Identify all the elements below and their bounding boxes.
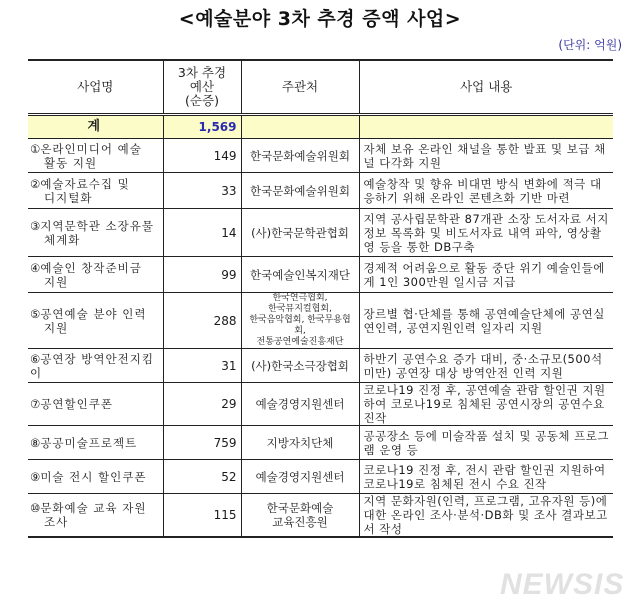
row-name-line2: 지원 — [44, 320, 69, 335]
row-desc: 지역 공사립문학관 87개관 소장 도서자료 서지정보 목록화 및 비도서자료 내역 파악, 영상촬영 등을 통한 DB구축 — [359, 209, 613, 257]
row-desc: 지역 문화자원(인력, 프로그램, 고유자원 등)에 대한 온라인 조사·분석·DB화 및 조사 결과보고서 작성 — [359, 494, 613, 538]
row-org — [241, 139, 359, 173]
row-name — [28, 293, 163, 349]
row-number: ④ — [30, 260, 41, 275]
row-desc: 코로나19 진정 후, 공연예술 관람 할인권 지원하여 코로나19로 침체된 공연시장의 공연수요 진작 — [359, 383, 613, 426]
row-number: ⑩ — [30, 501, 41, 515]
table-row — [28, 139, 613, 173]
newsis-watermark: NEWSIS — [500, 568, 625, 601]
row-org-line: 한국연극협회, — [272, 293, 328, 303]
row-name-line1: 문화예술 교육 자원 — [40, 501, 147, 515]
row-amount: 288 — [163, 293, 241, 349]
row-org-line: (사)한국소극장협회 — [251, 358, 349, 373]
table-row — [28, 173, 613, 209]
row-name-line1: 예술인 창작준비금 — [40, 260, 142, 275]
row-desc: 공공장소 등에 미술작품 설치 및 공동체 프로그램 운영 등 — [359, 426, 613, 460]
row-amount: 14 — [163, 209, 241, 257]
row-org — [241, 293, 359, 349]
header-name: 사업명 — [28, 60, 163, 115]
row-number: ② — [30, 176, 41, 191]
header-desc: 사업 내용 — [359, 60, 613, 115]
row-name — [28, 383, 163, 426]
row-org-line: 한국음악협회, 한국무용협회, — [249, 315, 351, 336]
row-amount: 31 — [163, 349, 241, 383]
table-row — [28, 209, 613, 257]
row-org — [241, 349, 359, 383]
row-number: ⑨ — [30, 469, 41, 484]
row-name — [28, 460, 163, 494]
row-number: ⑧ — [30, 435, 41, 450]
row-org-line: 지방자치단체 — [266, 435, 334, 450]
header-org: 주관처 — [241, 60, 359, 115]
row-name — [28, 349, 163, 383]
row-org-line: 전통공연예술진흥재단 — [256, 337, 344, 347]
unit-label: (단위: 억원) — [558, 38, 622, 52]
row-org-line: 한국문화예술위원회 — [250, 148, 350, 163]
row-org — [241, 460, 359, 494]
row-desc: 장르별 협·단체를 통해 공연예술단체에 공연실연인력, 공연지원인력 일자리 지원 — [359, 293, 613, 349]
table-row — [28, 293, 613, 349]
row-desc: 경제적 어려움으로 활동 중단 위기 예술인들에게 1인 300만원 일시금 지급 — [359, 257, 613, 293]
row-name — [28, 426, 163, 460]
header-budget: 3차 추경 예산 (순증) — [163, 60, 241, 115]
row-desc: 예술창작 및 향유 비대면 방식 변화에 적극 대응하기 위해 온라인 콘텐츠화 기반 마련 — [359, 173, 613, 209]
row-amount: 759 — [163, 426, 241, 460]
row-name-line1: 예술자료수집 및 — [40, 176, 130, 191]
row-amount: 149 — [163, 139, 241, 173]
row-name — [28, 257, 163, 293]
row-name-line2: 조사 — [44, 515, 69, 529]
row-org-line: 한국예술인복지재단 — [250, 267, 350, 282]
row-name-line1: 미술 전시 할인쿠폰 — [40, 469, 147, 484]
table-row — [28, 460, 613, 494]
row-amount: 99 — [163, 257, 241, 293]
row-name-line2: 지원 — [44, 274, 69, 289]
row-org-line: 한국문화예술 — [266, 501, 334, 515]
row-name-line1: 공연할인쿠폰 — [40, 397, 113, 411]
row-amount: 52 — [163, 460, 241, 494]
row-name-line1: 온라인미디어 예술 — [40, 141, 142, 156]
row-number: ⑦ — [30, 397, 41, 411]
row-amount: 115 — [163, 494, 241, 538]
row-org — [241, 209, 359, 257]
row-amount: 29 — [163, 383, 241, 426]
row-number: ⑤ — [30, 306, 41, 321]
row-org-line: 한국뮤지컬협회, — [268, 304, 332, 314]
row-number: ③ — [30, 218, 41, 233]
row-desc: 자체 보유 온라인 채널을 통한 발표 및 보급 채널 다각화 지원 — [359, 139, 613, 173]
row-org — [241, 426, 359, 460]
row-name-line1: 공연예술 분야 인력 — [40, 306, 147, 321]
row-name-line1: 공연장 방역안전지킴이 — [30, 351, 154, 380]
table-row — [28, 426, 613, 460]
row-number: ① — [30, 141, 41, 156]
row-org — [241, 494, 359, 538]
row-name-line1: 지역문학관 소장유물 — [40, 218, 154, 233]
row-org — [241, 173, 359, 209]
header-row — [28, 60, 613, 115]
table-row — [28, 494, 613, 538]
row-name — [28, 139, 163, 173]
row-name-line1: 공공미술프로젝트 — [40, 435, 138, 450]
budget-table — [28, 59, 613, 538]
row-org — [241, 257, 359, 293]
row-org-line: (사)한국문학관협회 — [251, 225, 349, 240]
row-name — [28, 209, 163, 257]
table-row — [28, 349, 613, 383]
row-amount: 33 — [163, 173, 241, 209]
row-name-line2: 활동 지원 — [44, 155, 98, 170]
total-row — [28, 115, 613, 139]
table-row — [28, 257, 613, 293]
row-name — [28, 173, 163, 209]
page-title: <예술분야 3차 추경 증액 사업> — [178, 8, 462, 30]
row-number: ⑥ — [30, 351, 41, 366]
total-amount: 1,569 — [163, 115, 241, 139]
row-org-line: 한국문화예술위원회 — [250, 183, 350, 198]
row-desc: 하반기 공연수요 증가 대비, 중·소규모(500석 미만) 공연장 대상 방역안전 인력 지원 — [359, 349, 613, 383]
table-row — [28, 383, 613, 426]
row-name — [28, 494, 163, 538]
row-org — [241, 383, 359, 426]
row-org-line: 교육진흥원 — [272, 515, 328, 529]
row-desc: 코로나19 진정 후, 전시 관람 할인권 지원하여 코로나19로 침체된 전시 수요 진작 — [359, 460, 613, 494]
row-name-line2: 디지털화 — [44, 190, 93, 205]
row-name-line2: 체계화 — [44, 232, 81, 247]
row-org-line: 예술경영지원센터 — [255, 397, 345, 411]
total-label: 계 — [28, 115, 163, 139]
row-org-line: 예술경영지원센터 — [255, 469, 345, 484]
